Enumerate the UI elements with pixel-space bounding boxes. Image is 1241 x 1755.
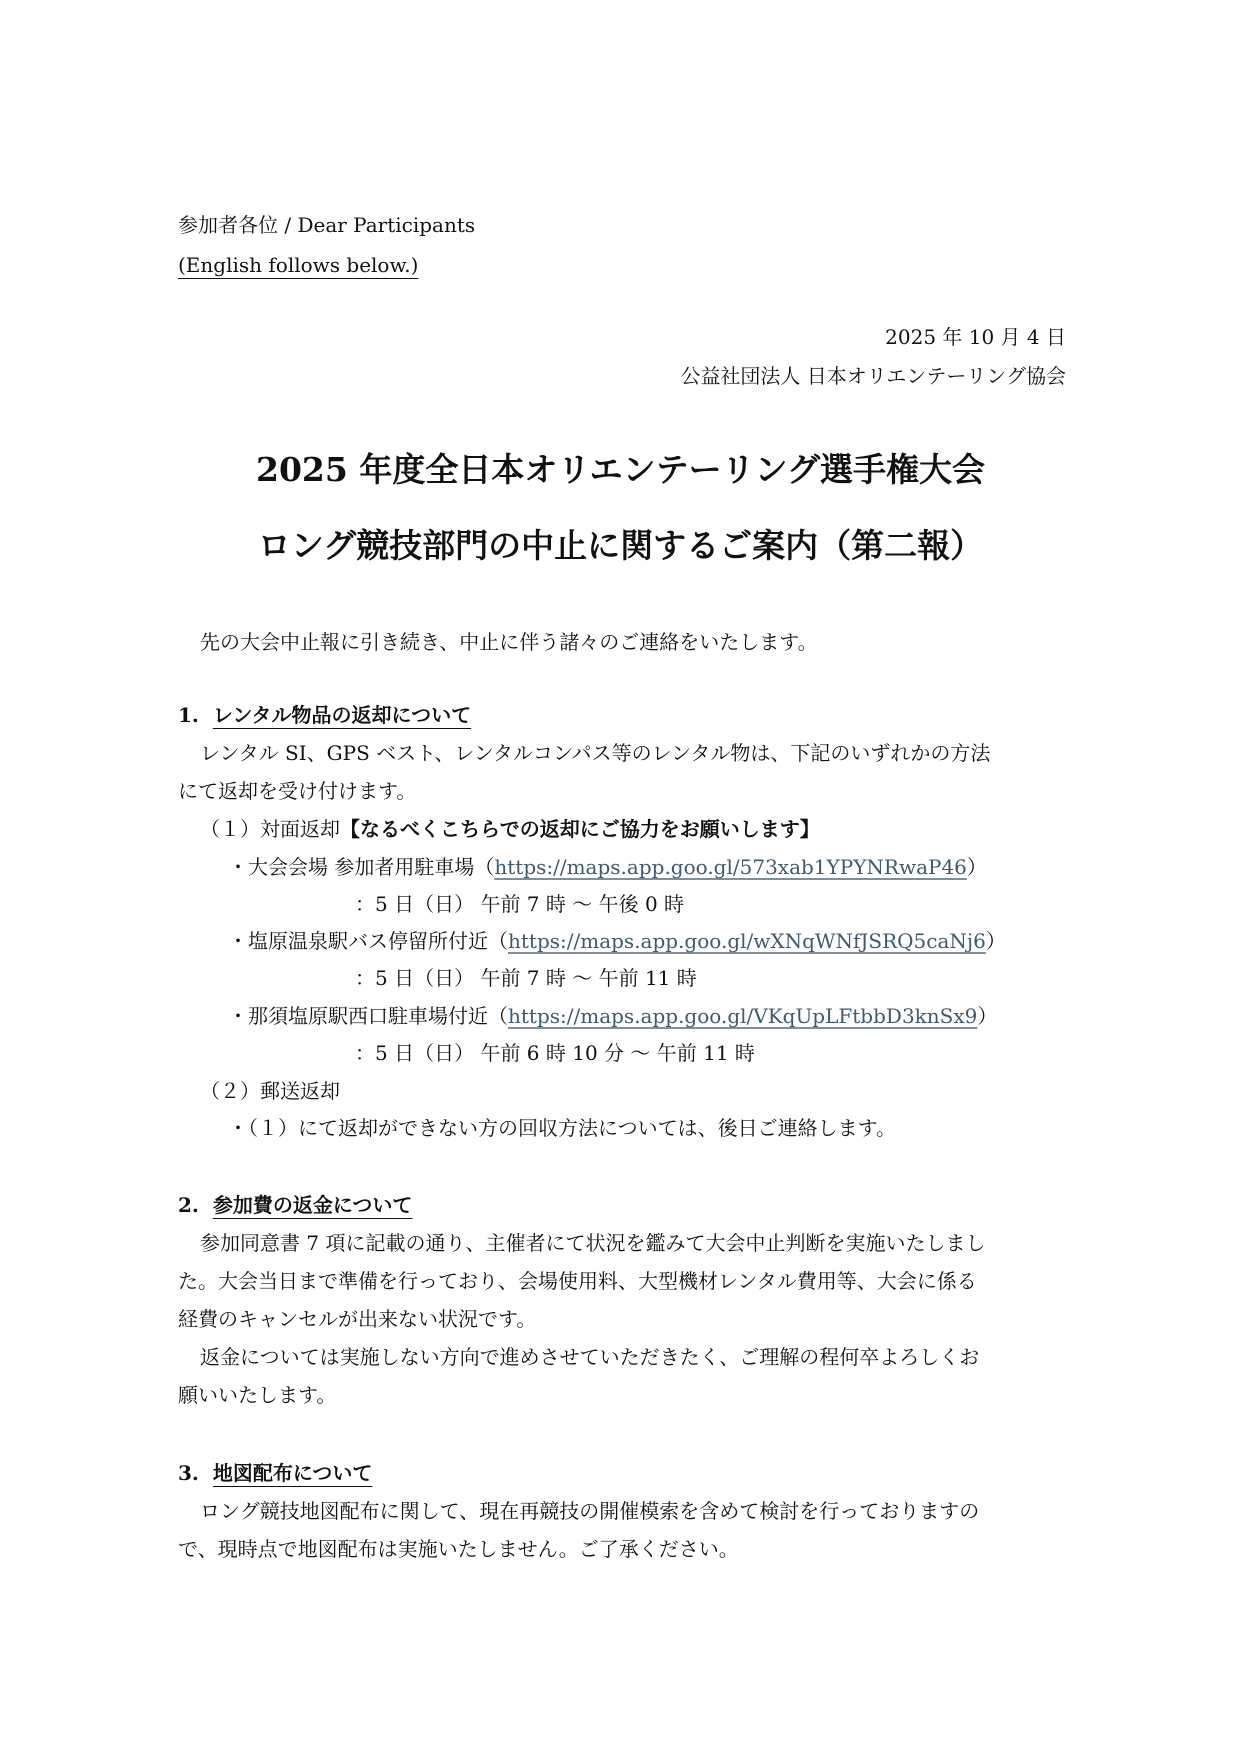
location-2-link[interactable]: https://maps.app.goo.gl/wXNqWNfJSRQ5caNj6 [508,929,986,953]
location-1-name: ・大会会場 参加者用駐車場（ [228,855,495,879]
location-3-name: ・那須塩原駅西口駐車場付近（ [228,1004,508,1028]
section-2-p2-line-1: 返金については実施しない方向で進めさせていただきたく、ご理解の程何卒よろしくお [200,1345,980,1369]
section-3-line-1: ロング競技地図配布に関して、現在再競技の開催模索を含めて検討を行っておりますの [200,1499,980,1523]
section-1-para-line-2: にて返却を受け付けます。 [178,779,417,803]
location-1-link[interactable]: https://maps.app.goo.gl/573xab1YPYNRwaP46 [494,855,967,879]
method-1-note: 【なるべくこちらでの返却にご協力をお願いします】 [340,817,820,841]
section-2-number: 2. [178,1193,199,1217]
location-3-link[interactable]: https://maps.app.goo.gl/VKqUpLFtbbD3knSx9 [508,1004,978,1028]
section-3-number: 3. [178,1461,199,1485]
section-2-p1-line-3: 経費のキャンセルが出来ない状況です。 [178,1307,537,1331]
section-1-heading [178,700,471,730]
method-2-text: ・（１）にて返却ができない方の回収方法については、後日ご連絡します。 [228,1116,896,1140]
section-2-p1-line-1: 参加同意書 7 項に記載の通り、主催者にて状況を鑑みて大会中止判断を実施いたしまし [200,1231,986,1255]
section-3-heading [178,1458,372,1488]
section-1-number: 1. [178,703,199,727]
section-1-title: レンタル物品の返却について [212,703,472,727]
salutation: 参加者各位 / Dear Participants [178,213,476,237]
section-3-line-2: で、現時点で地図配布は実施いたしません。ご了承ください。 [178,1537,739,1561]
section-2-title: 参加費の返金について [212,1193,413,1217]
location-3-close: ） [977,1004,998,1028]
section-2-p1-line-2: た。大会当日まで準備を行っており、会場使用料、大型機材レンタル費用等、大会に係る [178,1269,977,1293]
method-1-line [200,814,820,844]
location-2-time: ：5 日（日） 午前 7 時 ～ 午前 11 時 [355,966,697,990]
location-3-time: ：5 日（日） 午前 6 時 10 分 ～ 午前 11 時 [355,1041,755,1065]
location-3 [228,1001,997,1031]
title-line-2: ロング競技部門の中止に関するご案内（第二報） [257,526,984,565]
location-1 [228,852,987,882]
method-2-label: （２）郵送返却 [200,1079,340,1103]
location-2 [228,926,1006,956]
method-1-label: （１）対面返却 [200,817,340,841]
organization: 公益社団法人 日本オリエンテーリング協会 [680,364,1066,388]
section-1-para-line-1: レンタル SI、GPS ベスト、レンタルコンパス等のレンタル物は、下記のいずれかの方法 [200,741,991,765]
location-1-close: ） [966,855,987,879]
location-1-time: ：5 日（日） 午前 7 時 ～ 午後 0 時 [355,892,685,916]
location-2-close: ） [985,929,1006,953]
english-note: (English follows below.) [178,253,419,277]
section-3-title: 地図配布について [212,1461,373,1485]
title-line-1: 2025 年度全日本オリエンテーリング選手権大会 [255,450,985,489]
date: 2025 年 10 月 4 日 [885,325,1066,349]
section-2-p2-line-2: 願いいたします。 [178,1383,337,1407]
section-2-heading [178,1190,412,1220]
intro-text: 先の大会中止報に引き続き、中止に伴う諸々のご連絡をいたします。 [200,630,818,654]
location-2-name: ・塩原温泉駅バス停留所付近（ [228,929,508,953]
